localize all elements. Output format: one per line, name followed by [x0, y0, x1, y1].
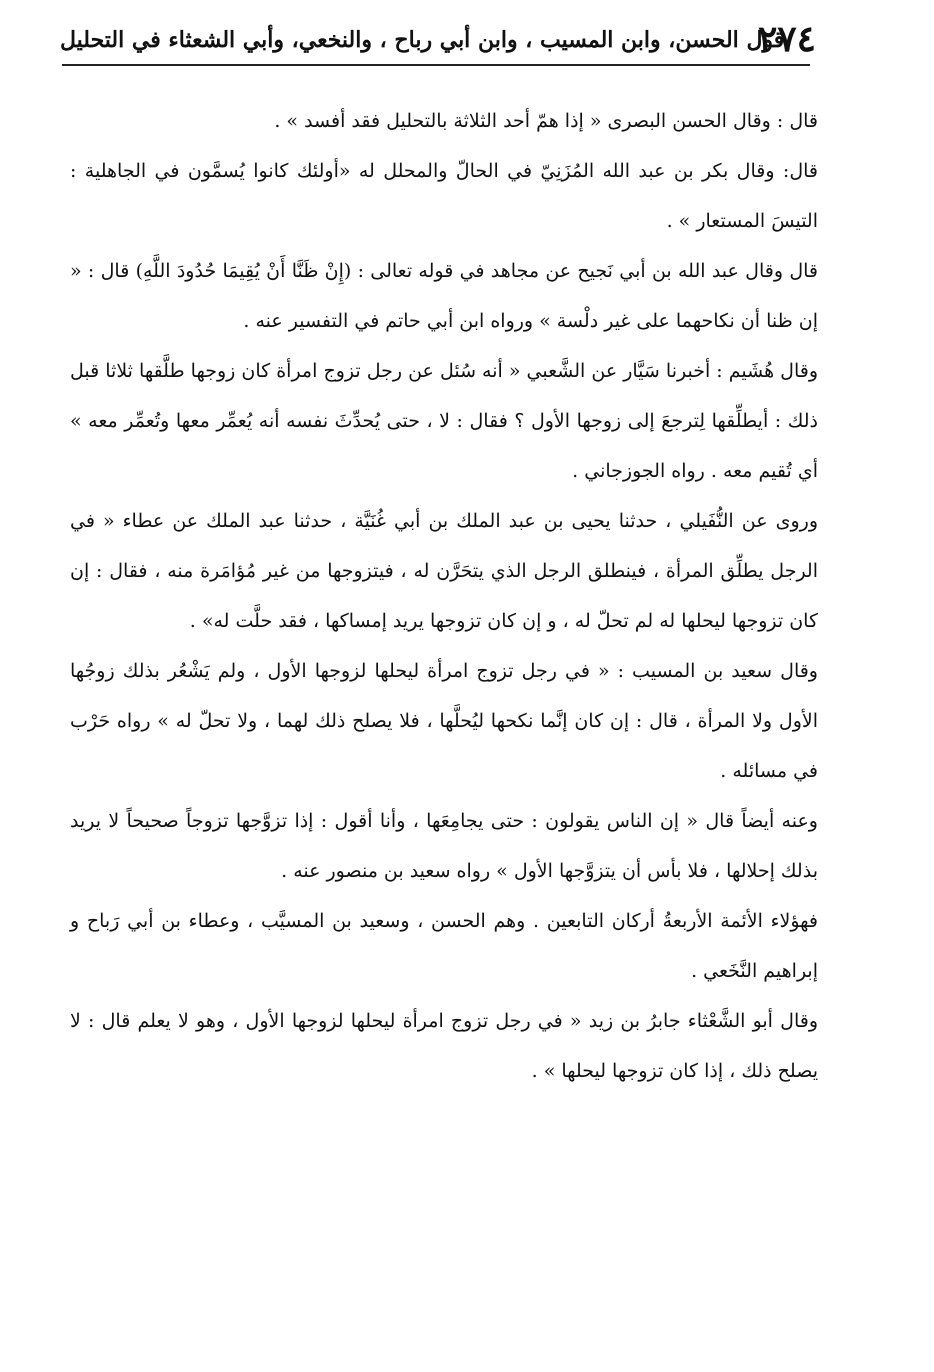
header-rule [62, 64, 810, 66]
paragraph-3: قال وقال عبد الله بن أبي نَجيح عن مجاهد في قوله تعالى : (إِنْ ظَنَّا أَنْ يُقِيمَا حُدُودَ اللَّهِ) قال : « إن ظنا أن نكاحهما على غير دلْسة » ورواه ابن أبي حاتم في التفسير عنه . [70, 260, 818, 332]
paragraph-8: فهؤلاء الأئمة الأربعةُ أركان التابعين . وهم الحسن ، وسعيد بن المسيَّب ، وعطاء بن أبي رَباح و إبراهيم النَّخَعي . [70, 910, 818, 982]
paragraph-5: وروى عن النُّفَيلي ، حدثنا يحيى بن عبد الملك بن أبي غُنَيَّة ، حدثنا عبد الملك عن عطاء « في الرجل يطلِّق المرأة ، فينطلق الرجل الذي يتحَرَّن له ، فيتزوجها من غير مُؤامَرة منه ، فقال : إن كان تزوجها ليحلها له لم تحلّ له ، و إن كان تزوجها يريد إمساكها ، فقد حلَّت له» . [70, 510, 818, 632]
paragraph-7: وعنه أيضاً قال « إن الناس يقولون : حتى يجامِعَها ، وأنا أقول : إذا تزوَّجها تزوجاً صحيحاً لا يريد بذلك إحلالها ، فلا بأس أن يتزوَّجها الأول » رواه سعيد بن منصور عنه . [70, 810, 818, 882]
paragraph-9: وقال أبو الشَّعْثاء جابرُ بن زيد « في رجل تزوج امرأة ليحلها لزوجها الأول ، وهو لا يعلم قال : لا يصلح ذلك ، إذا كان تزوجها ليحلها » . [70, 1010, 818, 1082]
page-number: ٢٧٤ [757, 18, 816, 60]
paragraph-2: قال: وقال بكر بن عبد الله المُزَنِيّ في الحالّ والمحلل له «أولئك كانوا يُسمَّون في الجاهلية : التيسَ المستعار » . [70, 160, 818, 232]
running-title: قول الحسن، وابن المسيب ، وابن أبي رباح ، والنخعي، وأبي الشعثاء في التحليل [60, 27, 785, 53]
running-head [60, 14, 816, 64]
paragraph-1: قال : وقال الحسن البصرى « إذا همّ أحد الثلاثة بالتحليل فقد أفسد » . [274, 110, 818, 132]
paragraph-6: وقال سعيد بن المسيب : « في رجل تزوج امرأة ليحلها لزوجها الأول ، ولم يَشْعُر بذلك زوجُها الأول ولا المرأة ، قال : إن كان إنَّما نكحها ليُحلَّها ، فلا يصلح ذلك لهما ، ولا تحلّ له » رواه حَرْب في مسائله . [70, 660, 818, 782]
paragraph-4: وقال هُشَيم : أخبرنا سَيَّار عن الشَّعبي « أنه سُئل عن رجل تزوج امرأة كان زوجها طلَّقها ثلاثا قبل ذلك : أيطلِّقها لِترجعَ إلى زوجها الأول ؟ فقال : لا ، حتى يُحدِّثَ نفسه أنه يُعمِّر معها وتُعمِّر معه » أي تُقيم معه . رواه الجوزجاني . [70, 360, 818, 482]
body-text [70, 96, 818, 1096]
